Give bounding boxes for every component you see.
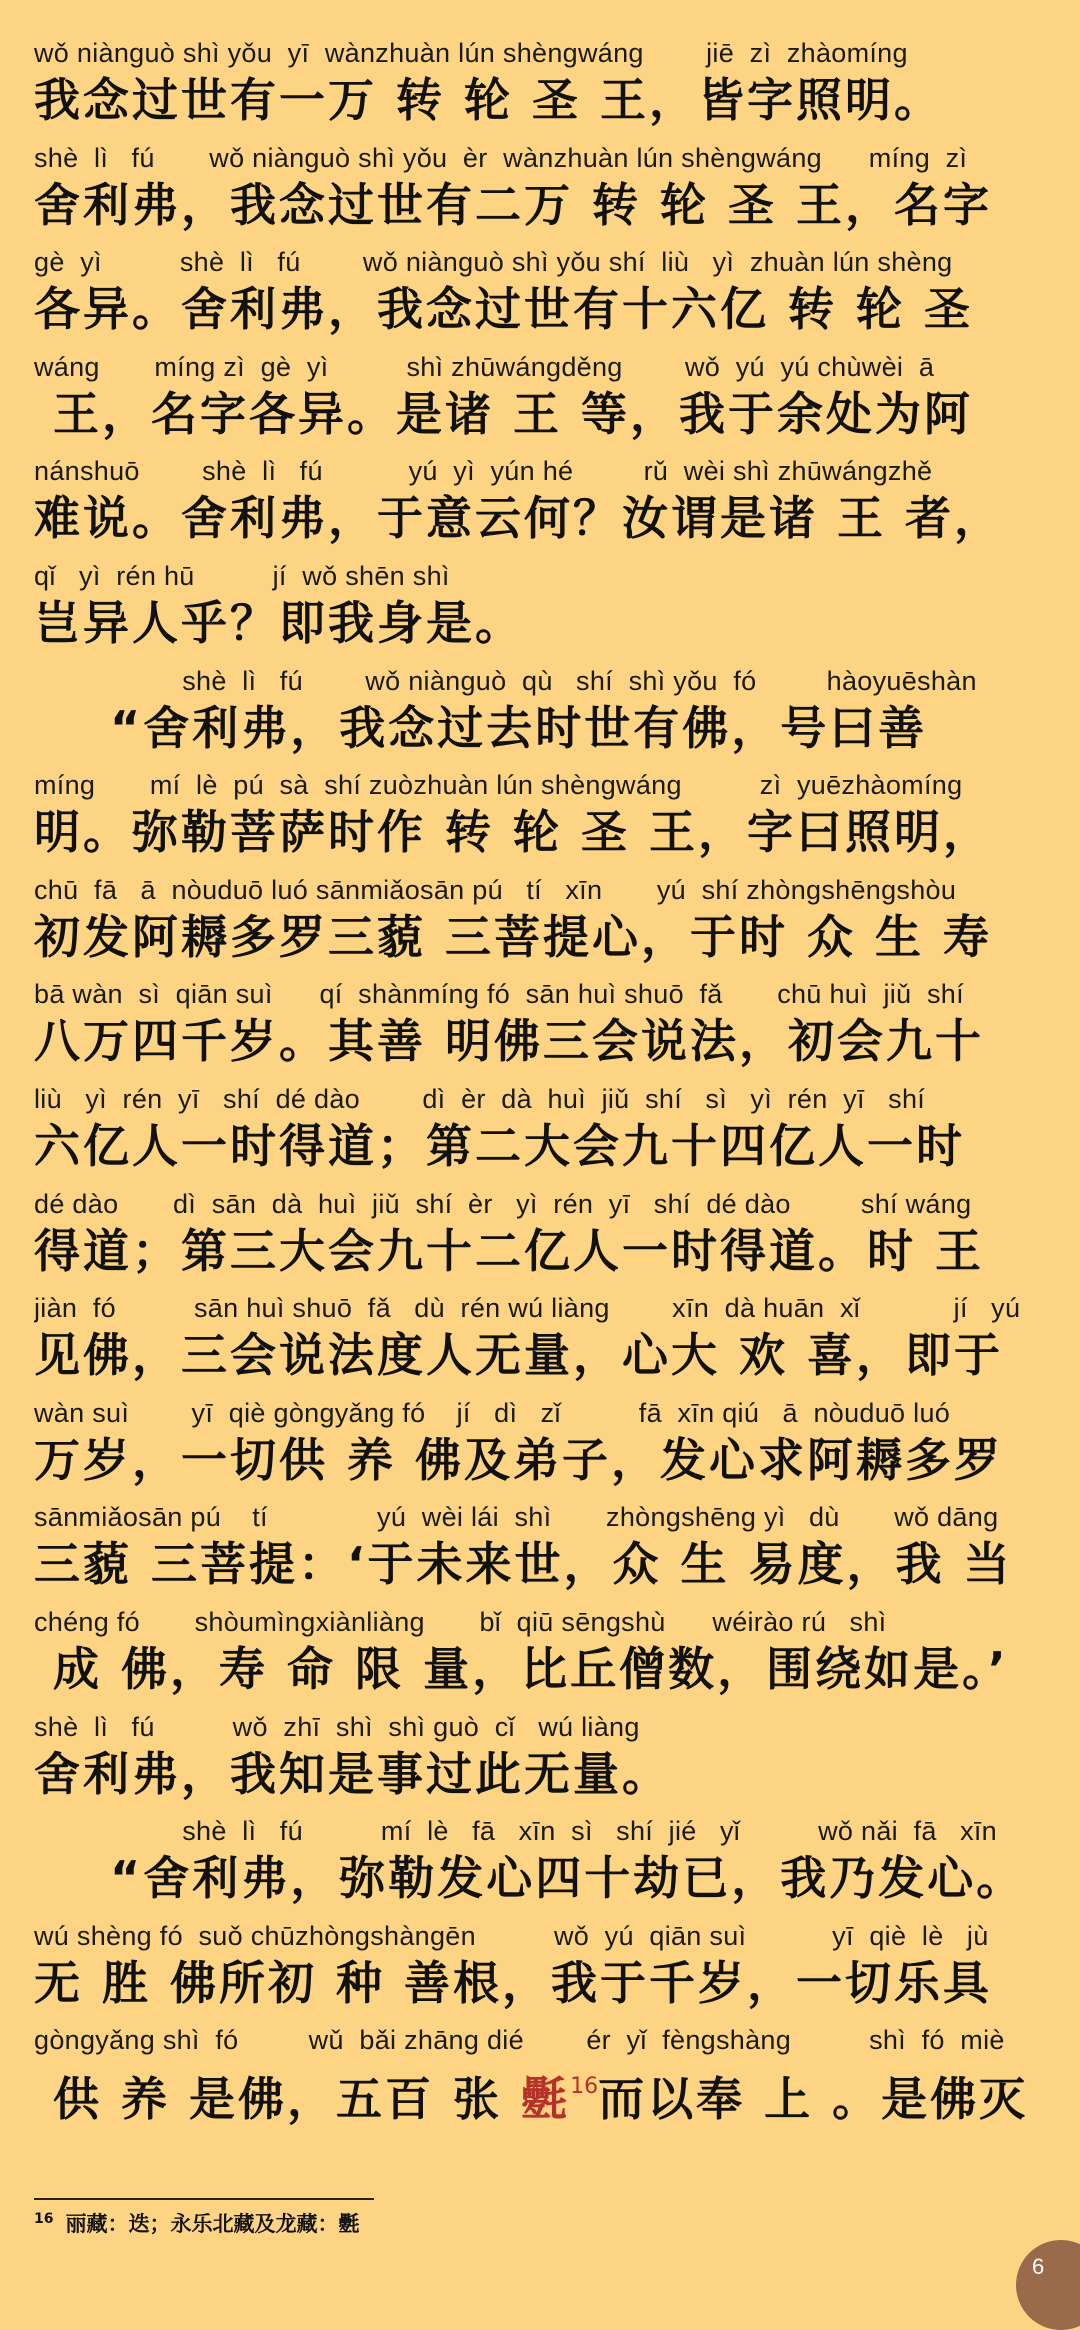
hanzi-line [34,1116,1054,1178]
hanzi-text: 舍利弗，我知是事过此无量。 [34,1746,671,1801]
hanzi-text: 供 养 是佛，五百 张 [34,2072,522,2127]
hanzi-text: 六亿人一时得道；第二大会九十四亿人一时 [34,1118,965,1173]
hanzi-line [34,1325,1054,1387]
hanzi-text: 王，名字各异。是诸 王 等，我于余处为阿 [34,386,974,441]
hanzi-text: 明。弥勒菩萨时作 转 轮 圣 王，字曰照明， [34,805,993,860]
pinyin-line: bā wàn sì qiān suì qí shànmíng fó sān huì shuō fǎ chū huì jiǔ shí [34,979,964,1010]
text-line [34,1814,1054,1919]
text-line [34,454,1054,559]
pinyin-line: shè lì fú wǒ niànguò qù shí shì yǒu fó hàoyuēshàn [34,665,977,696]
pinyin-line: míng mí lè pú sà shí zuòzhuàn lún shèngwáng zì yuēzhàomíng [34,770,963,801]
text-line [34,36,1054,141]
footnote [34,2208,359,2238]
hanzi-line [34,2057,1054,2127]
pinyin-line: nánshuō shè lì fú yú yì yún hé rǔ wèi shì zhūwángzhě [34,456,933,487]
hanzi-line [34,1011,1054,1073]
footnote-number: 16 [34,2211,54,2227]
text-line [34,768,1054,873]
hanzi-text: 舍利弗，我念过世有二万 转 轮 圣 王，名字 [34,177,993,232]
hanzi-text: 各异。舍利弗，我念过世有十六亿 转 轮 圣 [34,282,974,337]
hanzi-line [34,1430,1054,1492]
hanzi-line [34,70,1054,132]
text-line [34,873,1054,978]
hanzi-line [34,1953,1054,2015]
hanzi-line [34,384,1054,446]
text-line [34,1187,1054,1292]
hanzi-text: 初发阿耨多罗三藐 三菩提心，于时 众 生 寿 [34,909,993,964]
text-line [34,2023,1054,2128]
hanzi-line [34,593,1054,655]
footnote-divider [34,2198,374,2200]
hanzi-text: 三藐 三菩提：‘于未来世，众 生 易度，我 当 [34,1537,1013,1592]
hanzi-line [34,1744,1054,1806]
pinyin-line: wǒ niànguò shì yǒu yī wànzhuàn lún shèngwáng jiē zì zhàomíng [34,38,908,68]
hanzi-line [34,488,1054,550]
text-line [34,1291,1054,1396]
hanzi-text: “舍利弗，弥勒发心四十劫已，我乃发心。 [34,1851,1026,1906]
pinyin-line: gòngyǎng shì fó wǔ bǎi zhāng dié ér yǐ fèngshàng shì fó miè [34,2025,1005,2056]
footnote-reference[interactable]: 16 [570,2074,599,2100]
annotated-character: 氎 [521,2072,571,2127]
hanzi-line [34,1221,1054,1283]
pinyin-line: liù yì rén yī shí dé dào dì èr dà huì jiǔ shí sì yì rén yī shí [34,1083,926,1114]
text-line [34,977,1054,1082]
text-line [34,1082,1054,1187]
pinyin-line: shè lì fú mí lè fā xīn sì shí jié yǐ wǒ nǎi fā xīn [34,1816,998,1847]
text-line [34,559,1054,664]
pinyin-line: chéng fó shòumìngxiànliàng bǐ qiū sēngshù wéirào rú shì [34,1606,887,1637]
pinyin-line: gè yì shè lì fú wǒ niànguò shì yǒu shí liù yì zhuàn lún shèng [34,247,953,278]
hanzi-line [34,279,1054,341]
hanzi-line [34,1534,1054,1596]
hanzi-line [34,907,1054,969]
hanzi-text: “舍利弗，我念过去时世有佛，号曰善 [34,700,928,755]
hanzi-line [34,698,1054,760]
text-line [34,1605,1054,1710]
hanzi-text: 我念过世有一万 转 轮 圣 王，皆字照明。 [34,73,944,127]
pinyin-line: wàn suì yī qiè gòngyǎng fó jí dì zǐ fā xīn qiú ā nòuduō luó [34,1397,951,1428]
hanzi-text: 八万四千岁。其善 明佛三会说法，初会九十 [34,1014,985,1069]
text-line [34,1710,1054,1815]
footnote-text: 丽藏：迭；永乐北藏及龙藏：氎 [65,2212,360,2236]
text-line [34,245,1054,350]
pinyin-line: sānmiǎosān pú tí yú wèi lái shì zhòngshēng yì dù wǒ dāng [34,1502,999,1533]
hanzi-line [34,1639,1054,1701]
hanzi-text: 而以奉 上 。是佛灭 [598,2072,1029,2127]
text-line [34,1396,1054,1501]
hanzi-text: 无 胜 佛所初 种 善根，我于千岁，一切乐具 [34,1955,993,2010]
hanzi-line [34,802,1054,864]
hanzi-text: 难说。舍利弗，于意云何？汝谓是诸 王 者， [34,491,1004,546]
pinyin-line: shè lì fú wǒ niànguò shì yǒu èr wànzhuàn lún shèngwáng míng zì [34,142,968,173]
hanzi-text: 见佛，三会说法度人无量，心大 欢 喜，即于 [34,1328,1004,1383]
pinyin-line: qǐ yì rén hū jí wǒ shēn shì [34,560,450,591]
pinyin-line: shè lì fú wǒ zhī shì shì guò cǐ wú liàng [34,1711,640,1742]
pinyin-line: jiàn fó sān huì shuō fǎ dù rén wú liàng xīn dà huān xǐ jí yú [34,1293,1021,1324]
hanzi-text: 岂异人乎？即我身是。 [34,595,524,650]
hanzi-text: 成 佛，寿 命 限 量，比丘僧数，围绕如是。’ [34,1641,1009,1696]
text-line [34,141,1054,246]
page-number-badge [1016,2240,1080,2330]
page-number: 6 [1032,2254,1045,2279]
text-line [34,1500,1054,1605]
hanzi-line [34,175,1054,237]
pinyin-line: wú shèng fó suǒ chūzhòngshàngēn wǒ yú qiān suì yī qiè lè jù [34,1920,989,1951]
hanzi-line [34,1848,1054,1910]
pinyin-line: dé dào dì sān dà huì jiǔ shí èr yì rén yī shí dé dào shí wáng [34,1188,972,1219]
scripture-text [34,36,1054,2128]
pinyin-line: chū fā ā nòuduō luó sānmiǎosān pú tí xīn yú shí zhòngshēngshòu [34,874,957,905]
text-line [34,350,1054,455]
hanzi-text: 万岁，一切供 养 佛及弟子，发心求阿耨多罗 [34,1432,1004,1487]
text-line [34,664,1054,769]
text-line [34,1919,1054,2024]
hanzi-text: 得道；第三大会九十二亿人一时得道。时 王 [34,1223,985,1278]
pinyin-line: wáng míng zì gè yì shì zhūwángděng wǒ yú yú chùwèi ā [34,351,935,382]
